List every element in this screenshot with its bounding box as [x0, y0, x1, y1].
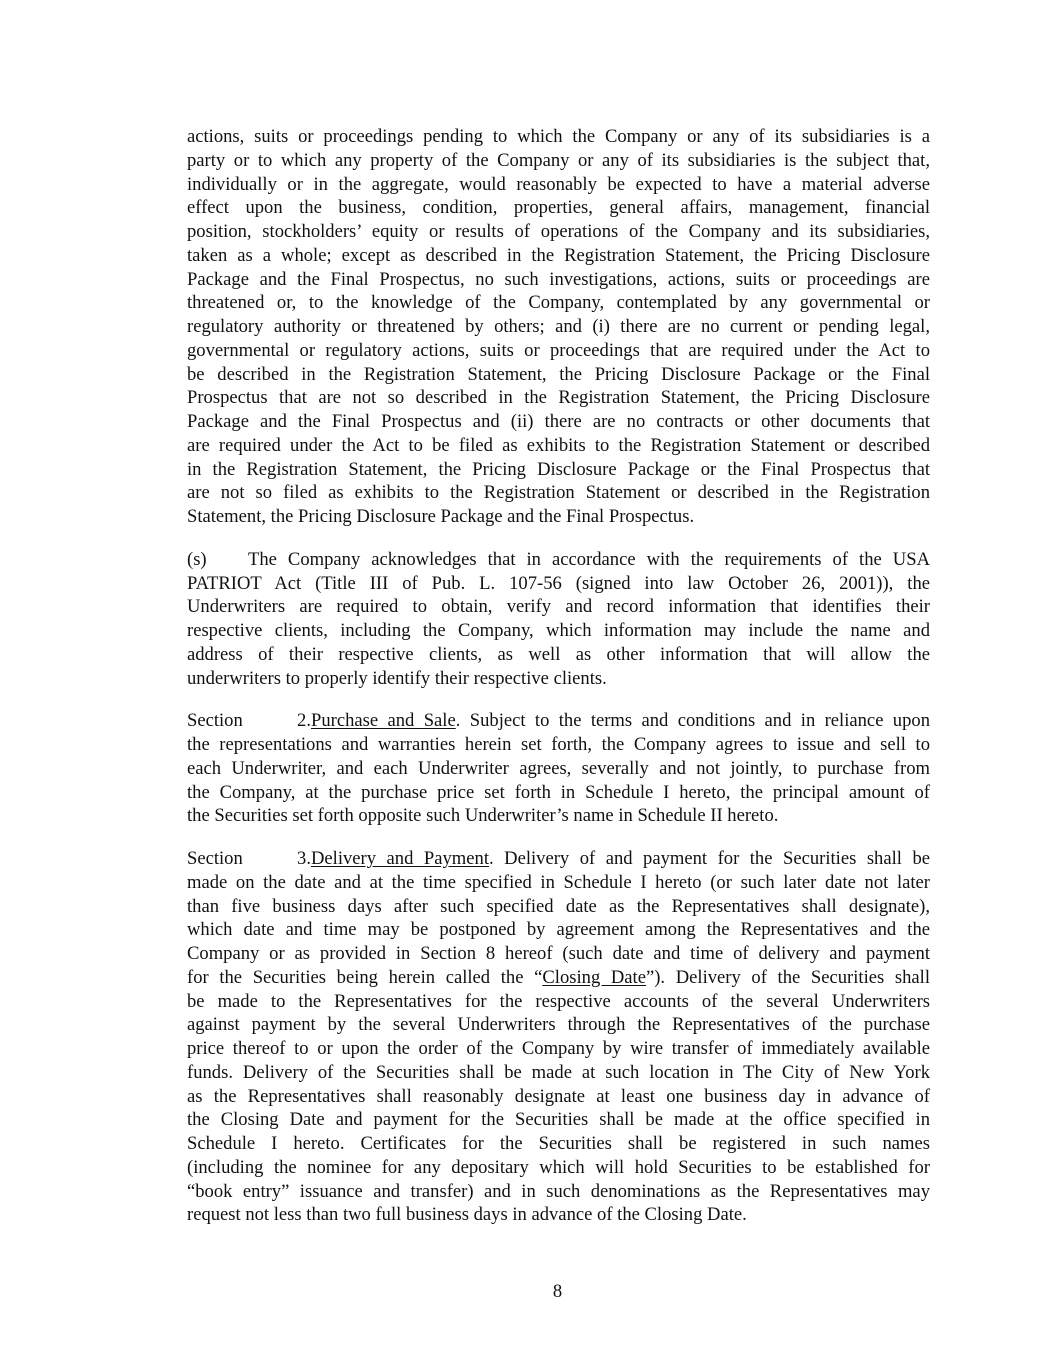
paragraph-line: threatened or, to the knowledge of the Company, contemplated by any governmental or [187, 292, 930, 314]
section-label: Section 2. [187, 710, 311, 732]
section-text: for the Securities being herein called the “ [187, 966, 543, 988]
section-line: which date and time may be postponed by agreement among the Representatives and the [187, 919, 930, 941]
paragraph-text: The Company acknowledges that in accordance with the requirements of the USA [248, 548, 930, 570]
paragraph-line: Statement, the Pricing Disclosure Package and the Final Prospectus. [187, 506, 695, 527]
paragraph-line: Prospectus that are not so described in the Registration Statement, the Pricing Disclosure [187, 387, 930, 409]
section-first-line [187, 709, 930, 733]
paragraph-line: position, stockholders’ equity or results of operations of the Company and its subsidiaries, [187, 221, 930, 242]
paragraph-label: (s) [187, 548, 207, 570]
paragraph-line: in the Registration Statement, the Pricing Disclosure Package or the Final Prospectus that [187, 458, 930, 480]
paragraph-line: be described in the Registration Statement, the Pricing Disclosure Package or the Final [187, 363, 930, 385]
section-line: made on the date and at the time specified in Schedule I hereto (or such later date not later [187, 871, 930, 893]
section-heading: Purchase and Sale [311, 710, 456, 732]
paragraph-line: taken as a whole; except as described in the Registration Statement, the Pricing Disclosure [187, 244, 930, 266]
section-line: the Closing Date and payment for the Securities shall be made at the office specified in [187, 1109, 930, 1131]
paragraph-first-line [187, 548, 930, 572]
paragraph-line: underwriters to properly identify their respective clients. [187, 667, 607, 689]
section-2 [187, 709, 930, 828]
section-line-defined-term [187, 966, 930, 990]
paragraph-line: individually or in the aggregate, would reasonably be expected to have a material adverse [187, 173, 930, 195]
defined-term: Closing Date [542, 966, 646, 988]
paragraph-line: party or to which any property of the Company or any of its subsidiaries is the subject that, [187, 149, 930, 171]
section-first-line [187, 847, 930, 871]
paragraph-line: effect upon the business, condition, properties, general affairs, management, financial [187, 197, 930, 219]
paragraph-line: regulatory authority or threatened by others; and (i) there are no current or pending legal, [187, 316, 930, 337]
section-line: funds. Delivery of the Securities shall be made at such location in The City of New York [187, 1061, 930, 1083]
paragraph-line: Package and the Final Prospectus, no such investigations, actions, suits or proceedings are [187, 268, 930, 290]
paragraph-line: are not so filed as exhibits to the Registration Statement or described in the Registration [187, 482, 930, 504]
paragraph-line: address of their respective clients, as well as other information that will allow the [187, 643, 930, 665]
paragraph-line: Underwriters are required to obtain, verify and record information that identifies their [187, 596, 930, 618]
section-line: the Securities set forth opposite such Underwriter’s name in Schedule II hereto. [187, 805, 779, 827]
section-line: the representations and warranties herein set forth, the Company agrees to issue and sell to [187, 734, 930, 755]
section-line: (including the nominee for any depositary which will hold Securities to be established for [187, 1156, 930, 1178]
paragraph-line: PATRIOT Act (Title III of Pub. L. 107-56 (signed into law October 26, 2001)), the [187, 572, 930, 594]
section-line: than five business days after such specified date as the Representatives shall designate), [187, 895, 930, 917]
section-line: Schedule I hereto. Certificates for the Securities shall be registered in such names [187, 1133, 930, 1154]
section-heading: Delivery and Payment [311, 848, 489, 869]
section-text: . Subject to the terms and conditions and in reliance upon [455, 710, 930, 732]
section-line: the Company, at the purchase price set forth in Schedule I hereto, the principal amount of [187, 781, 930, 803]
section-line: request not less than two full business days in advance of the Closing Date. [187, 1204, 747, 1226]
section-line: be made to the Representatives for the respective accounts of the several Underwriters [187, 990, 930, 1012]
paragraph-line: are required under the Act to be filed as exhibits to the Registration Statement or described [187, 434, 930, 456]
paragraph-line: actions, suits or proceedings pending to which the Company or any of its subsidiaries is a [187, 126, 930, 147]
section-text: ”). Delivery of the Securities shall [645, 966, 931, 988]
section-line: price thereof to or upon the order of the Company by wire transfer of immediately available [187, 1038, 930, 1059]
section-line: as the Representatives shall reasonably designate at least one business day in advance of [187, 1085, 930, 1107]
section-line: Company or as provided in Section 8 hereof (such date and time of delivery and payment [187, 943, 930, 964]
paragraph-line: respective clients, including the Company, which information may include the name and [187, 620, 930, 641]
section-line: against payment by the several Underwriters through the Representatives of the purchase [187, 1014, 930, 1036]
page-number: 8 [552, 1281, 563, 1302]
document-body [187, 125, 930, 1246]
section-label: Section 3. [187, 848, 311, 869]
paragraph-continued [187, 125, 930, 529]
paragraph-line: governmental or regulatory actions, suits or proceedings that are required under the Act to [187, 339, 930, 361]
section-3 [187, 847, 930, 1227]
section-line: each Underwriter, and each Underwriter agrees, severally and not jointly, to purchase from [187, 757, 930, 779]
paragraph-line: Package and the Final Prospectus and (ii) there are no contracts or other documents that [187, 411, 930, 432]
section-text: . Delivery of and payment for the Securities shall be [488, 848, 930, 869]
section-line: “book entry” issuance and transfer) and in such denominations as the Representatives may [187, 1180, 930, 1202]
paragraph-s [187, 548, 930, 691]
